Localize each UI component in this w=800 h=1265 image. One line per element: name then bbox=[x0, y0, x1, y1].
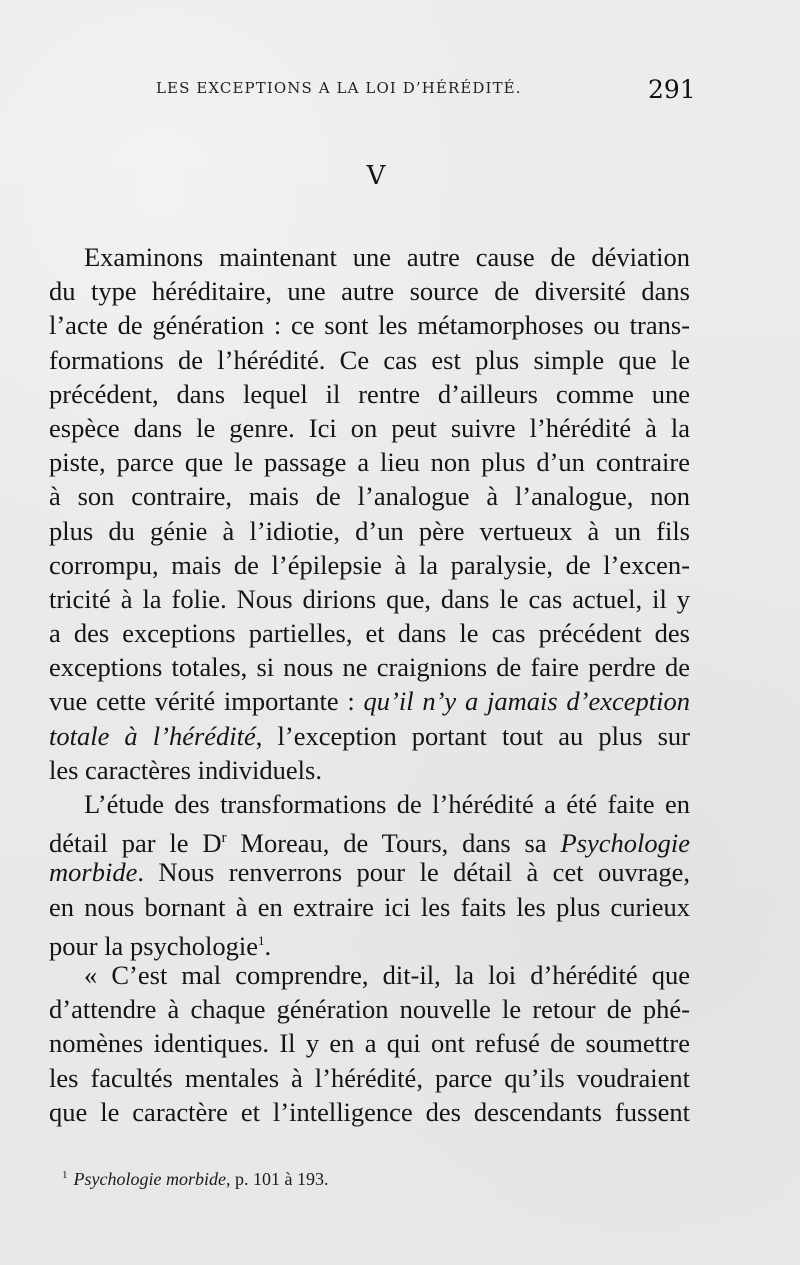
line-15-italic: totale à l’hérédité bbox=[49, 720, 256, 751]
footnote-mark: 1 bbox=[62, 1169, 68, 1181]
line-14-italic: qu’il n’y a jamais d’exception bbox=[363, 686, 690, 717]
body-line: les facultés mentales à l’hérédité, parce qu’ils voudraient bbox=[49, 1062, 690, 1093]
body-line: à son contraire, mais de l’analogue à l’analogue, non bbox=[49, 481, 690, 512]
body-line: piste, parce que le passage a lieu non plus d’un contraire bbox=[49, 447, 690, 478]
body-line: les caractères individuels. bbox=[49, 754, 322, 785]
body-line: Examinons maintenant une autre cause de déviation bbox=[84, 242, 690, 272]
footnote-italic: Psychologie morbide bbox=[73, 1169, 226, 1189]
body-line: en nous bornant à en extraire ici les faits les plus curieux bbox=[49, 891, 690, 922]
body-line: nomènes identiques. Il y en a qui ont refusé de soumettre bbox=[49, 1028, 690, 1059]
body-line: du type héréditaire, une autre source de diversité dans bbox=[49, 276, 690, 307]
body-line bbox=[49, 924, 690, 961]
body-line: l’acte de génération : ce sont les métamorphoses ou trans- bbox=[49, 310, 690, 341]
body-line bbox=[49, 855, 690, 889]
body-line: espèce dans le genre. Ici on peut suivre l’hérédité à la bbox=[49, 412, 690, 443]
footnote-suffix: , p. 101 à 193. bbox=[225, 1169, 329, 1189]
body-line: corrompu, mais de l’épilepsie à la paralysie, de l’excen- bbox=[49, 549, 690, 580]
body-line: que le caractère et l’intelligence des descendants fussent bbox=[49, 1096, 690, 1127]
line-18-middle: Moreau, de Tours, dans sa bbox=[226, 828, 561, 859]
line-21-suffix: . bbox=[264, 930, 272, 961]
page-header bbox=[0, 76, 800, 106]
body-line bbox=[49, 684, 690, 718]
footnote bbox=[62, 1169, 462, 1190]
body-line: tricité à la folie. Nous dirions que, dans le cas actuel, il y bbox=[49, 583, 690, 614]
page-number: 291 bbox=[648, 75, 696, 104]
body-line: plus du génie à l’idiotie, d’un père vertueux à un fils bbox=[49, 515, 690, 546]
body-line bbox=[49, 719, 690, 753]
line-19-suffix: . Nous renverrons pour le détail à cet ouvrage, bbox=[137, 857, 690, 888]
line-18-superscript: r bbox=[221, 830, 227, 847]
body-line: formations de l’hérédité. Ce cas est plus simple que le bbox=[49, 344, 690, 375]
running-title: LES EXCEPTIONS A LA LOI D’HÉRÉDITÉ. bbox=[156, 79, 522, 97]
body-line: a des exceptions partielles, et dans le cas précédent des bbox=[49, 618, 690, 649]
line-18-prefix: détail par le D bbox=[49, 828, 222, 859]
body-line: d’attendre à chaque génération nouvelle le retour de phé- bbox=[49, 994, 690, 1025]
body-text bbox=[49, 240, 690, 1129]
body-line: exceptions totales, si nous ne craignions de faire perdre de bbox=[49, 652, 690, 683]
footnote-reference: 1 bbox=[258, 932, 265, 948]
line-21-prefix: pour la psychologie bbox=[49, 930, 259, 961]
body-line bbox=[49, 821, 690, 859]
line-18-italic: Psychologie bbox=[560, 828, 690, 859]
section-number: V bbox=[366, 161, 386, 191]
line-15-suffix: , l’exception portant tout au plus sur bbox=[255, 720, 690, 751]
line-14-prefix: vue cette vérité importante : bbox=[49, 686, 364, 717]
body-line: L’étude des transformations de l’hérédité a été faite en bbox=[84, 789, 690, 819]
body-line: « C’est mal comprendre, dit-il, la loi d’hérédité que bbox=[84, 959, 690, 990]
line-19-italic: morbide bbox=[49, 857, 138, 888]
body-line: précédent, dans lequel il rentre d’ailleurs comme une bbox=[49, 378, 690, 409]
